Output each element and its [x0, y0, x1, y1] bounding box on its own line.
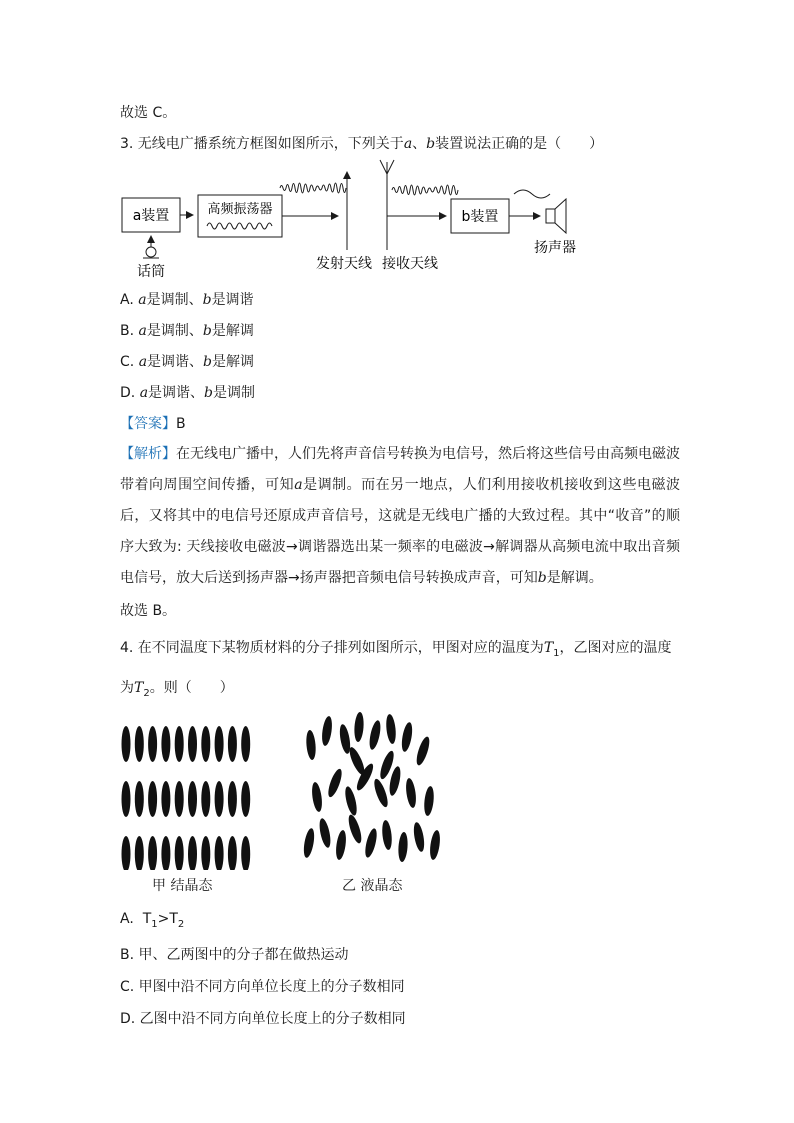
liquid-crystal-molecule	[397, 832, 408, 863]
liquid-crystal-molecule	[310, 782, 323, 813]
q4-option-b: B. 甲、乙两图中的分子都在做热运动	[120, 947, 349, 963]
liquid-crystal-molecule	[381, 820, 393, 851]
q3-option-c: C. a是调谐、b是解调	[120, 354, 255, 370]
receive-antenna-left	[380, 160, 387, 174]
transmit-antenna-label: 发射天线	[316, 256, 372, 272]
crystal-molecule	[228, 781, 237, 817]
q4-option-d: D. 乙图中沿不同方向单位长度上的分子数相同	[120, 1011, 406, 1027]
crystal-molecule	[188, 781, 197, 817]
crystal-molecule	[161, 726, 170, 762]
receive-wave-icon	[392, 185, 458, 195]
crystal-molecule	[175, 836, 184, 870]
liquid-crystal-molecule	[305, 730, 317, 761]
q3-answer	[120, 414, 186, 434]
q3-var-a: a	[403, 136, 413, 152]
liquid-crystal-molecule	[343, 785, 359, 816]
crystal-molecule	[201, 836, 210, 870]
liquid-crystal-molecule	[347, 745, 367, 776]
q4-option-a: A. $T_1>T_2$	[120, 911, 185, 930]
crystal-molecule	[228, 836, 237, 870]
q4-stem-line2: 为$T_2$。则（ ）	[120, 680, 234, 699]
liquid-crystal-molecule	[326, 767, 345, 798]
receive-antenna-label: 接收天线	[382, 256, 438, 272]
crystal-molecule	[241, 781, 250, 817]
audio-wave-icon	[514, 190, 550, 198]
q3-option-b: B. a是调制、b是解调	[120, 323, 254, 339]
q3-option-a: A. a是调制、b是调谐	[120, 292, 254, 308]
radio-block-diagram	[0, 150, 794, 280]
crystal-molecule	[122, 781, 131, 817]
liquid-crystal-molecule	[412, 821, 426, 852]
crystal-molecule	[175, 781, 184, 817]
crystal-molecule	[135, 726, 144, 762]
a-device-label: a装置	[132, 208, 170, 224]
crystal-molecule	[135, 781, 144, 817]
q3-option-d: D. a是调谐、b是调制	[120, 385, 256, 401]
q4-stem-line1: 4. 在不同温度下某物质材料的分子排列如图所示，甲图对应的温度为$T_1$，乙图对应的温度	[120, 640, 672, 659]
liquid-crystal-molecule	[423, 786, 435, 817]
liquid-crystal-molecule	[385, 714, 397, 745]
oscillator-label: 高频振荡器	[207, 202, 273, 217]
liquid-crystal-molecule	[334, 830, 347, 861]
crystal-state-figure	[110, 710, 270, 870]
crystal-molecule	[148, 781, 157, 817]
crystal-molecule	[228, 726, 237, 762]
fig-left-caption: 甲 结晶态	[152, 878, 213, 894]
crystal-molecule	[215, 781, 224, 817]
crystal-molecule	[215, 836, 224, 870]
crystal-molecule	[201, 726, 210, 762]
liquid-crystal-molecule	[353, 712, 364, 743]
q4-option-c: C. 甲图中沿不同方向单位长度上的分子数相同	[120, 979, 405, 995]
liquid-crystal-molecule	[346, 813, 364, 844]
receive-antenna-right	[387, 160, 394, 174]
q3-stem-suffix: 装置说法正确的是（ ）	[435, 136, 604, 152]
q2-conclusion: 故选 C。	[120, 105, 177, 121]
crystal-molecule	[241, 726, 250, 762]
crystal-molecule	[188, 726, 197, 762]
liquid-crystal-figure	[295, 705, 455, 870]
fig-right-caption: 乙 液晶态	[342, 878, 403, 894]
crystal-molecule	[175, 726, 184, 762]
crystal-molecule	[241, 836, 250, 870]
crystal-molecule	[215, 726, 224, 762]
liquid-crystal-molecule	[363, 827, 379, 858]
crystal-molecule	[122, 836, 131, 870]
q3-conclusion: 故选 B。	[120, 603, 177, 619]
crystal-molecule	[161, 781, 170, 817]
liquid-crystal-molecule	[372, 777, 391, 808]
liquid-crystal-molecule	[404, 778, 417, 809]
speaker-label: 扬声器	[534, 240, 576, 256]
q3-var-b: b	[426, 136, 436, 152]
b-device-label: b装置	[461, 209, 499, 225]
answer-tag: 【答案】	[120, 416, 176, 432]
liquid-crystal-molecule	[317, 817, 332, 848]
crystal-molecule	[188, 836, 197, 870]
q3-analysis: 【解析】在无线电广播中，人们先将声音信号转换为电信号，然后将这些信号由高频电磁波带着向周围空间传播，可知a是调制。而在另一地点，人们利用接收机接收到这些电磁波后，又将其中的电信号还原成声音信号，这就是无线电广播的大致过程。其中“收音”的顺序大致为: 天线接收电磁波→调谐器选出某一频率的电磁波→解调器从高频电流中取出音频电信号，放大后送到扬声器→扬声器把音频电信号转换成声音，可知b是解调。	[120, 446, 680, 586]
liquid-crystal-molecule	[400, 721, 414, 752]
crystal-molecule	[148, 836, 157, 870]
crystal-molecule	[201, 781, 210, 817]
crystal-molecule	[161, 836, 170, 870]
crystal-molecule	[122, 726, 131, 762]
liquid-crystal-molecule	[302, 827, 316, 858]
analysis-tag: 【解析】	[120, 446, 176, 462]
liquid-crystal-molecule	[414, 735, 432, 766]
crystal-molecule	[148, 726, 157, 762]
transmit-wave-icon	[280, 183, 346, 193]
speaker-icon	[546, 199, 566, 233]
q3-sep: 、	[412, 136, 427, 152]
microphone-icon	[146, 247, 156, 257]
answer-value: B	[176, 416, 186, 432]
liquid-crystal-molecule	[367, 719, 382, 750]
q3-stem-prefix: 3. 无线电广播系统方框图如图所示，下列关于	[120, 136, 404, 152]
microphone-label: 话筒	[137, 264, 165, 280]
liquid-crystal-molecule	[320, 716, 333, 747]
liquid-crystal-molecule	[428, 830, 441, 861]
crystal-molecule	[135, 836, 144, 870]
oscillator-wave-icon	[207, 223, 272, 229]
